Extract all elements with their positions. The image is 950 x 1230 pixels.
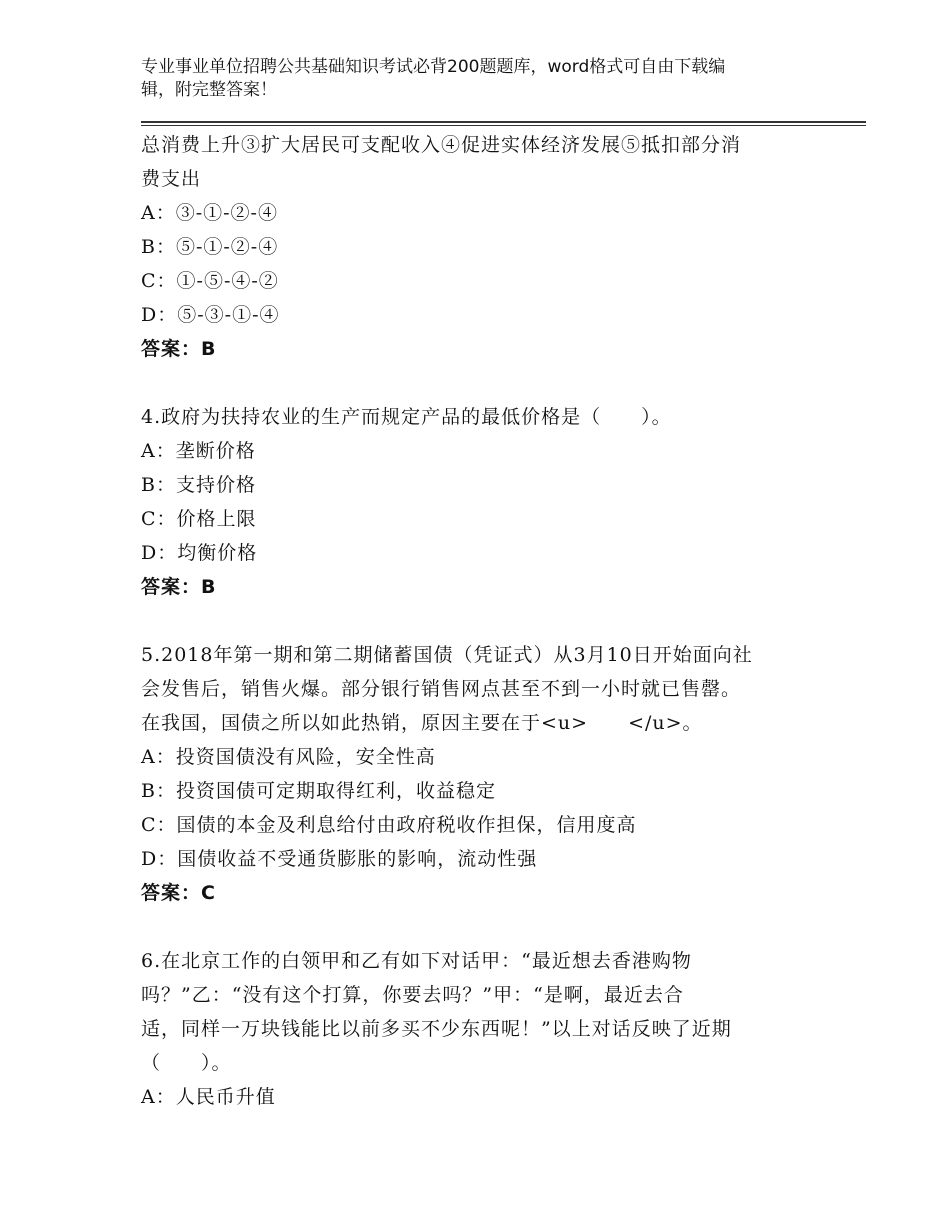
question-body bbox=[141, 128, 811, 1114]
option-c: C：价格上限 bbox=[141, 508, 257, 530]
question-stem-line: （ ）。 bbox=[141, 1052, 232, 1074]
header-rule-thin bbox=[141, 125, 866, 126]
option-a: A：垄断价格 bbox=[141, 440, 256, 462]
option-a: A：投资国债没有风险，安全性高 bbox=[141, 746, 436, 768]
question-gap bbox=[141, 366, 811, 400]
option-c: C：国债的本金及利息给付由政府税收作担保，信用度高 bbox=[141, 814, 637, 836]
answer-line: 答案：B bbox=[141, 576, 217, 598]
answer-line: 答案：C bbox=[141, 882, 216, 904]
option-d: D：⑤-③-①-④ bbox=[141, 304, 280, 326]
question-stem-line: 5.2018年第一期和第二期储蓄国债（凭证式）从3月10日开始面向社 bbox=[141, 644, 753, 666]
question-6 bbox=[141, 944, 811, 1114]
question-stem-line: 吗？”乙：“没有这个打算，你要去吗？”甲：“是啊，最近去合 bbox=[141, 984, 684, 1006]
question-stem-line: 费支出 bbox=[141, 168, 202, 190]
question-stem-line: 适，同样一万块钱能比以前多买不少东西呢！”以上对话反映了近期 bbox=[141, 1018, 732, 1040]
option-a: A：人民币升值 bbox=[141, 1086, 276, 1108]
question-stem-line: 4.政府为扶持农业的生产而规定产品的最低价格是（ ）。 bbox=[141, 406, 672, 428]
question-stem-line: 在我国，国债之所以如此热销，原因主要在于<u> </u>。 bbox=[141, 712, 703, 734]
question-gap bbox=[141, 604, 811, 638]
option-a: A：③-①-②-④ bbox=[141, 202, 278, 224]
answer-line: 答案：B bbox=[141, 338, 217, 360]
header-line-1: 专业事业单位招聘公共基础知识考试必背200题题库，word格式可自由下载编 bbox=[141, 57, 726, 77]
option-b: B：⑤-①-②-④ bbox=[141, 236, 279, 258]
option-b: B：投资国债可定期取得红利，收益稳定 bbox=[141, 780, 496, 802]
page-header bbox=[141, 56, 801, 102]
question-5 bbox=[141, 638, 811, 910]
question-4 bbox=[141, 400, 811, 604]
option-c: C：①-⑤-④-② bbox=[141, 270, 279, 292]
question-3 bbox=[141, 128, 811, 366]
option-d: D：国债收益不受通货膨胀的影响，流动性强 bbox=[141, 848, 538, 870]
header-rule-thick bbox=[141, 121, 866, 123]
option-b: B：支持价格 bbox=[141, 474, 256, 496]
option-d: D：均衡价格 bbox=[141, 542, 258, 564]
question-stem-line: 会发售后，销售火爆。部分银行销售网点甚至不到一小时就已售罄。 bbox=[141, 678, 742, 700]
question-stem-line: 6.在北京工作的白领甲和乙有如下对话甲：“最近想去香港购物 bbox=[141, 950, 692, 972]
question-gap bbox=[141, 910, 811, 944]
question-stem-line: 总消费上升③扩大居民可支配收入④促进实体经济发展⑤抵扣部分消 bbox=[141, 134, 742, 156]
header-line-2: 辑，附完整答案！ bbox=[141, 80, 277, 100]
